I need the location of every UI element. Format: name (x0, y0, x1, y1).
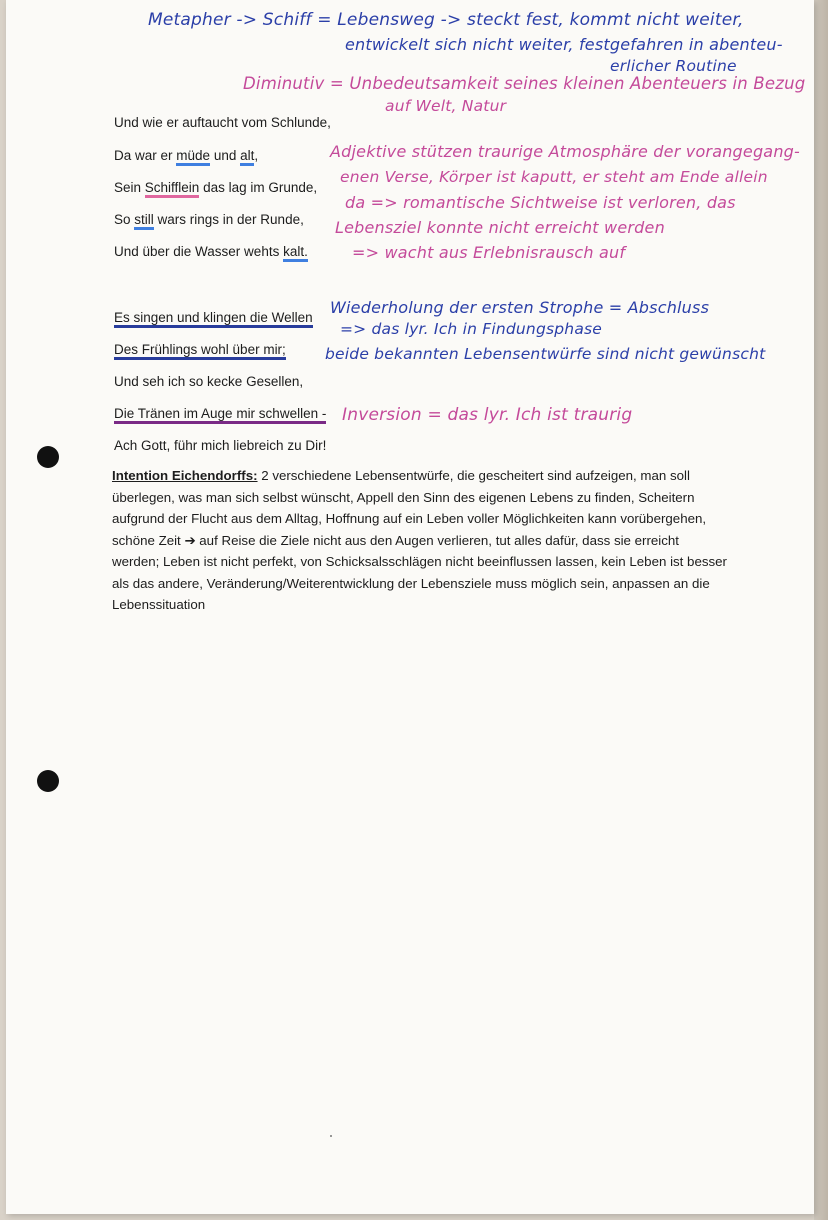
arrow-icon: ➔ (184, 532, 196, 548)
highlight-traenen: Die Tränen im Auge mir schwellen - (114, 406, 326, 424)
annotation-metapher-line3: erlicher Routine (610, 57, 737, 75)
poem-stanza1-line2: Da war er müde und alt, (114, 148, 258, 163)
poem-stanza1-line5: Und über die Wasser wehts kalt. (114, 244, 308, 259)
annotation-adjektive-line1: Adjektive stützen traurige Atmosphäre der vorangegang- (330, 142, 800, 161)
highlight-kalt: kalt. (283, 244, 308, 262)
highlight-schifflein: Schifflein (145, 180, 200, 198)
highlight-wellen: Es singen und klingen die Wellen (114, 310, 313, 328)
highlight-fruehling: Des Frühlings wohl über mir; (114, 342, 286, 360)
annotation-wiederholung-line3: beide bekannten Lebensentwürfe sind nicht gewünscht (325, 345, 766, 363)
poem-stanza2-line4 (114, 406, 326, 421)
punch-hole-top (37, 446, 59, 468)
poem-stanza2-line1 (114, 310, 313, 325)
intention-paragraph: Intention Eichendorffs: 2 verschiedene Lebensentwürfe, die gescheitert sind aufzeigen, man soll überlegen, was man sich selbst wünscht, Appell den Sinn des eigenen Lebens zu finden, Scheitern aufgrund der Flucht aus dem Alltag, Hoffnung auf ein Leben voller Möglichkeiten kann vorübergehen, schöne Zeit ➔ auf Reise die Ziele nicht aus den Augen verlieren, tut alles dafür, dass sie erreicht werden; Leben ist nicht perfekt, von Schicksalsschlägen nicht beeinflussen lassen, kein Leben ist besser als das andere, Veränderung/Weiterentwicklung der Lebensziele muss möglich sein, anpassen an die Lebenssituation (112, 468, 727, 612)
annotation-wiederholung-line1: Wiederholung der ersten Strophe = Abschluss (330, 298, 710, 317)
poem-stanza2-line2 (114, 342, 286, 357)
annotation-inversion: Inversion = das lyr. Ich ist traurig (342, 405, 633, 425)
poem-stanza1-line4: So still wars rings in der Runde, (114, 212, 304, 227)
annotation-wiederholung-line2: => das lyr. Ich in Findungsphase (340, 320, 603, 338)
poem-stanza1-line3: Sein Schifflein das lag im Grunde, (114, 180, 317, 195)
poem-stanza2-line3: Und seh ich so kecke Gesellen, (114, 374, 304, 389)
annotation-metapher-line1: Metapher -> Schiff = Lebensweg -> steckt fest, kommt nicht weiter, (148, 10, 744, 30)
annotation-adjektive-line4: Lebensziel konnte nicht erreicht werden (335, 218, 665, 237)
intention-heading: Intention Eichendorffs: (112, 468, 258, 483)
highlight-still: still (134, 212, 154, 230)
annotation-metapher-line2: entwickelt sich nicht weiter, festgefahren in abenteu- (345, 35, 783, 54)
annotation-diminutiv-line1: Diminutiv = Unbedeutsamkeit seines kleinen Abenteuers in Bezug (243, 74, 806, 93)
poem-stanza2-line5: Ach Gott, führ mich liebreich zu Dir! (114, 438, 327, 453)
page-edge-shadow (814, 0, 828, 1220)
poem-stanza1-line1: Und wie er auftaucht vom Schlunde, (114, 115, 331, 130)
punch-hole-bottom (37, 770, 59, 792)
paper-speck (330, 1135, 332, 1137)
annotation-adjektive-line3: da => romantische Sichtweise ist verloren, das (345, 193, 736, 212)
annotation-adjektive-line2: enen Verse, Körper ist kaputt, er steht am Ende allein (340, 168, 768, 186)
annotation-diminutiv-line2: auf Welt, Natur (385, 97, 507, 115)
highlight-muede: müde (176, 148, 210, 166)
annotation-adjektive-line5: => wacht aus Erlebnisrausch auf (352, 243, 626, 262)
highlight-alt: alt (240, 148, 254, 166)
